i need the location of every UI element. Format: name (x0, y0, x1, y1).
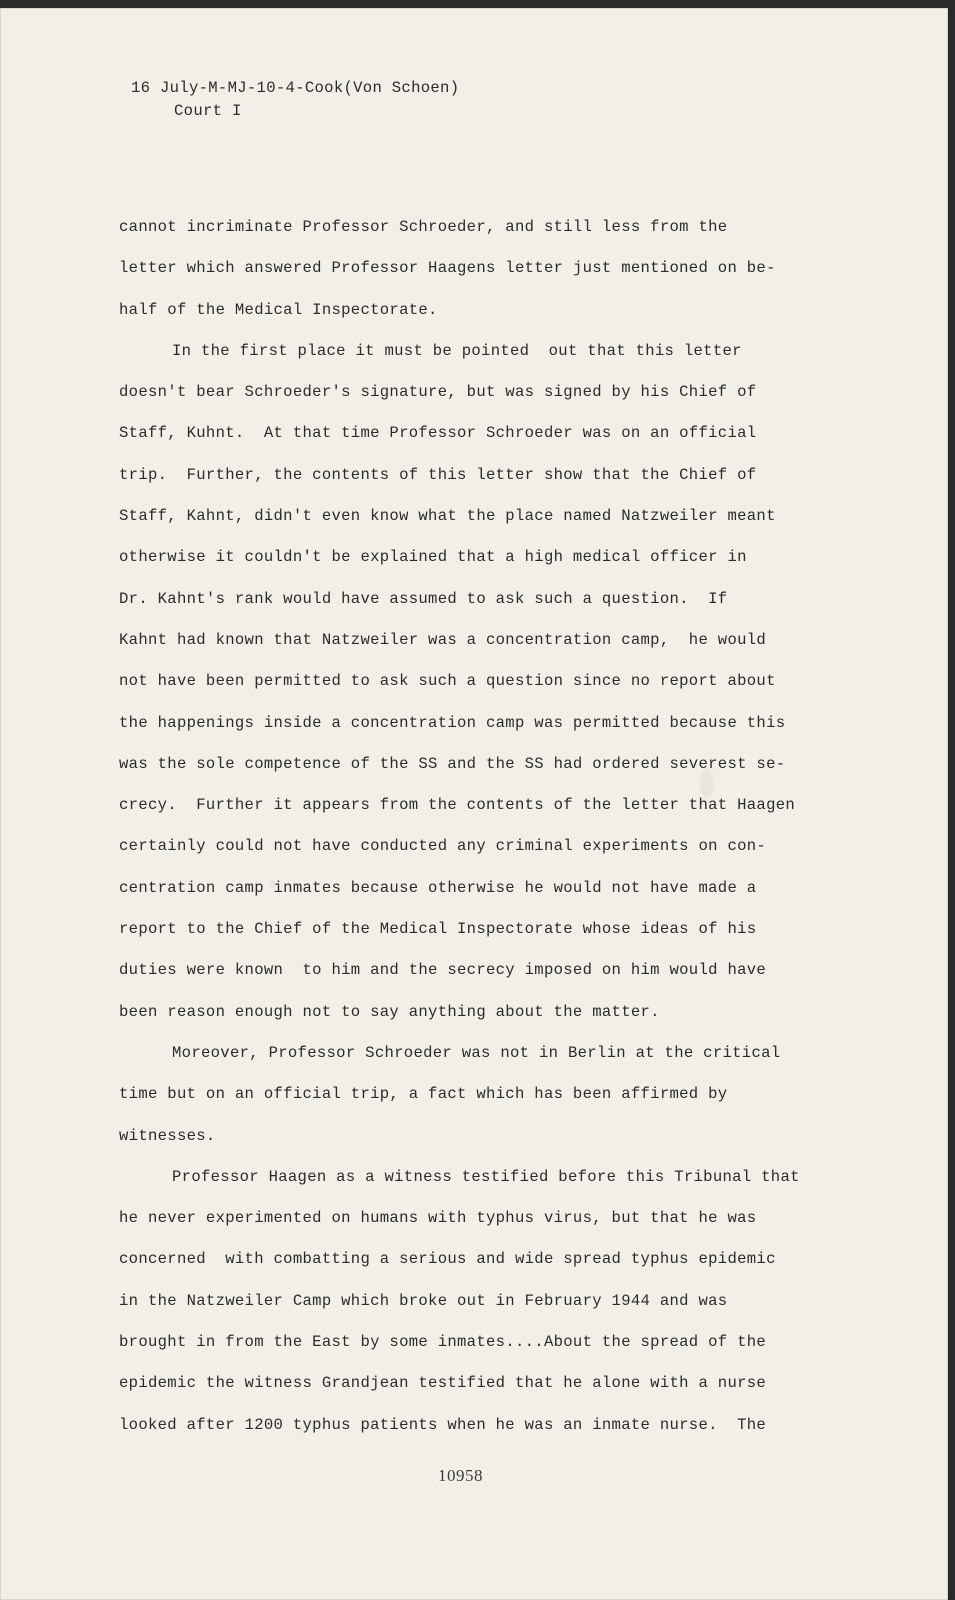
paragraph-start-line: Professor Haagen as a witness testified before this Tribunal that (172, 1167, 800, 1186)
text-line: trip. Further, the contents of this letter show that the Chief of (119, 465, 757, 484)
text-line: Dr. Kahnt's rank would have assumed to ask such a question. If (119, 589, 728, 608)
text-line: looked after 1200 typhus patients when he was an inmate nurse. The (119, 1415, 767, 1434)
text-line: not have been permitted to ask such a question since no report about (119, 672, 776, 691)
text-line: in the Natzweiler Camp which broke out in February 1944 and was (119, 1291, 728, 1310)
text-line: time but on an official trip, a fact which has been affirmed by (119, 1085, 728, 1104)
text-line: brought in from the East by some inmates....About the spread of the (119, 1333, 767, 1352)
paragraph-start-line: In the first place it must be pointed out that this letter (172, 341, 742, 360)
text-line: he never experimented on humans with typhus virus, but that he was (119, 1209, 757, 1228)
header-reference: 16 July-M-MJ-10-4-Cook(Von Schoen) (131, 79, 460, 97)
document-page (0, 8, 948, 1600)
text-line: concerned with combatting a serious and wide spread typhus epidemic (119, 1250, 776, 1269)
document-body (119, 207, 839, 1446)
text-line: Staff, Kuhnt. At that time Professor Schroeder was on an official (119, 424, 757, 443)
document-header (131, 77, 459, 123)
paragraph-start-line: Moreover, Professor Schroeder was not in Berlin at the critical (172, 1043, 781, 1062)
text-line: duties were known to him and the secrecy imposed on him would have (119, 961, 767, 980)
text-line: letter which answered Professor Haagens letter just mentioned on be- (119, 259, 776, 278)
text-line: witnesses. (119, 1126, 216, 1145)
text-line: centration camp inmates because otherwise he would not have made a (119, 878, 757, 897)
text-line: certainly could not have conducted any criminal experiments on con- (119, 837, 767, 856)
text-line: Kahnt had known that Natzweiler was a concentration camp, he would (119, 630, 767, 649)
header-court: Court I (174, 102, 242, 120)
page-number: 10958 (438, 1466, 483, 1485)
text-line: cannot incriminate Professor Schroeder, and still less from the (119, 218, 728, 236)
text-line: half of the Medical Inspectorate. (119, 300, 438, 319)
text-line: been reason enough not to say anything about the matter. (119, 1002, 660, 1021)
text-line: epidemic the witness Grandjean testified that he alone with a nurse (119, 1374, 767, 1393)
text-line: the happenings inside a concentration camp was permitted because this (119, 713, 786, 732)
text-line: doesn't bear Schroeder's signature, but was signed by his Chief of (119, 383, 757, 402)
text-line: Staff, Kahnt, didn't even know what the place named Natzweiler meant (119, 507, 776, 526)
text-line: crecy. Further it appears from the contents of the letter that Haagen (119, 796, 796, 815)
text-line: otherwise it couldn't be explained that a high medical officer in (119, 548, 747, 567)
text-line: report to the Chief of the Medical Inspectorate whose ideas of his (119, 920, 757, 939)
text-line: was the sole competence of the SS and the SS had ordered severest se- (119, 754, 786, 773)
